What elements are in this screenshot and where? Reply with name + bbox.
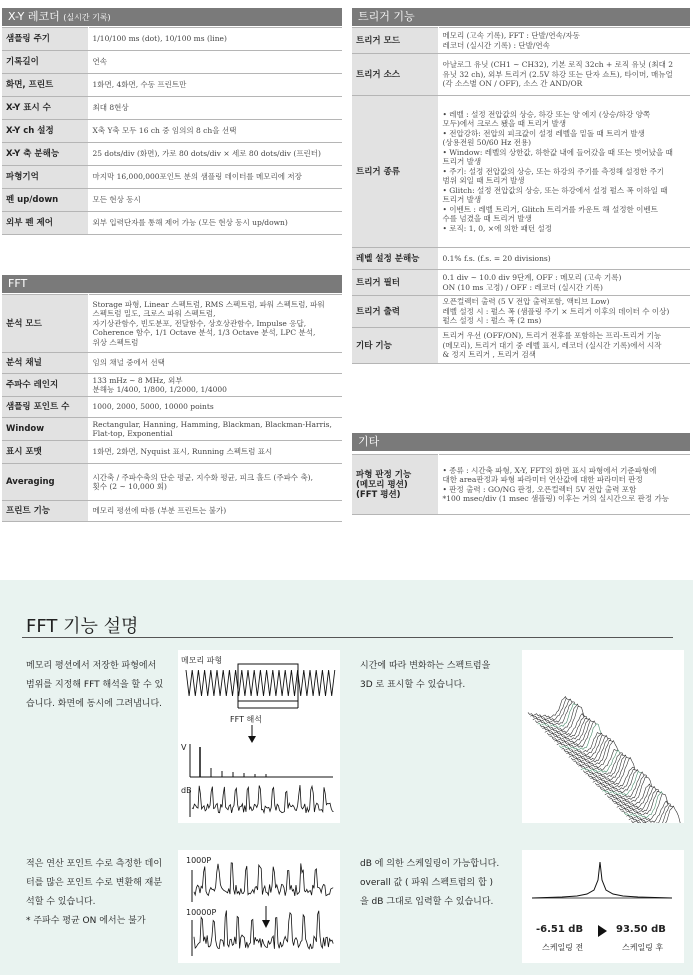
- spec-value: 메모리 (고속 기록), FFT : 단발/연속/자동 레코더 (실시간 기록) : 단발/연속: [438, 28, 690, 54]
- spec-value: • 레벨 : 설정 전압값의 상승, 하강 또는 양 에지 (상승/하강 양쪽 모두)에서 크로스 됐을 때 트리거 발생 • 전압강하: 전압의 피크값이 설정 레벨을 밑돌 때 트리거 발생 (상용전원 50/60 Hz 전용) • Window: 레벨의 상한값, 하한값 내에 들어갔을 때 또는 벗어났을 때 트리거 발생 • 주기: 설정 전압값의 상승, 또는 하강의 주기를 측정해 설정한 주기 범위 외일 때 트리거 발생 • Glitch: 설정 전압값의 상승, 또는 하강에서 설정 펄스 폭 이하일 때 트리거 발생 • 이벤트 : 레벨 트리거, Glitch 트리거를 카운트 해 설정한 이벤트 수를 넘겼을 때 트리거 발생 • 로직: 1, 0, ×에 의한 패턴 설정: [438, 96, 690, 248]
- memory-waveform-label: 메모리 파형: [181, 656, 223, 665]
- points-10000-label: 10000P: [186, 908, 217, 917]
- spec-key: 외부 펜 제어: [2, 212, 88, 235]
- fft-section-header: [2, 275, 342, 293]
- spec-row: [2, 74, 342, 97]
- spec-row: [2, 441, 342, 464]
- spec-value: 1화면, 4화면, 수동 프린트만: [88, 74, 342, 97]
- spec-key: Averaging: [2, 464, 88, 501]
- spec-key: 펜 up/down: [2, 189, 88, 212]
- spec-key: 화면, 프린트: [2, 74, 88, 97]
- spec-row: [352, 270, 690, 296]
- xy-section-title: X-Y 레코더: [8, 10, 60, 23]
- db-after-label: 스케일링 후: [622, 943, 664, 952]
- spec-key: 기타 기능: [352, 328, 438, 364]
- spec-row: [2, 120, 342, 143]
- point-conversion-figure: [178, 850, 340, 963]
- spec-key: 샘플링 주기: [2, 28, 88, 51]
- spec-key: 트리거 종류: [352, 96, 438, 248]
- trigger-spec-table: [352, 27, 690, 364]
- spec-row: [2, 374, 342, 397]
- spec-value: 연속: [88, 51, 342, 74]
- spec-value: 마지막 16,000,000포인트 분의 샘플링 데이터를 메모리에 저장: [88, 166, 342, 189]
- db-before-value: -6.51 dB: [536, 924, 584, 935]
- spec-key: 레벨 설정 분해능: [352, 248, 438, 270]
- desc-3d-spectrum: 시간에 따라 변화하는 스펙트럼을 3D 로 표시할 수 있습니다.: [360, 661, 491, 690]
- spec-row: [352, 96, 690, 248]
- spec-key: 트리거 필터: [352, 270, 438, 296]
- spec-key: 분석 채널: [2, 353, 88, 374]
- spec-value: 최대 8현상: [88, 97, 342, 120]
- spec-key: X-Y ch 설정: [2, 120, 88, 143]
- spec-value: 1/10/100 ms (dot), 10/100 ms (line): [88, 28, 342, 51]
- spec-value: 모든 현상 동시: [88, 189, 342, 212]
- spec-key: 기록길이: [2, 51, 88, 74]
- memory-waveform-panel: [178, 650, 340, 823]
- spectrum-3d-figure: [522, 650, 684, 823]
- spec-row: [2, 143, 342, 166]
- spec-row: [352, 296, 690, 328]
- spec-value: 시간축 / 주파수축의 단순 평균, 지수화 평균, 피크 홀드 (주파수 축), 횟수 (2 ~ 10,000 회): [88, 464, 342, 501]
- spec-value: 0.1% f.s. (f.s. = 20 divisions): [438, 248, 690, 270]
- fft-section-title: FFT: [8, 277, 28, 290]
- spec-key: 프린트 기능: [2, 501, 88, 522]
- spec-key: 표시 포맷: [2, 441, 88, 464]
- point-conversion-panel: [178, 850, 340, 963]
- spec-row: [2, 418, 342, 441]
- spec-value: 25 dots/div (화면), 가로 80 dots/div × 세로 80 dots/div (프린터): [88, 143, 342, 166]
- spec-row: [352, 54, 690, 96]
- spec-value: • 종류 : 시간축 파형, X-Y, FFT의 화면 표시 파형에서 기준파형에 대한 area판정과 파형 파라미터 연산값에 대한 파라미터 판정 • 판정 출력 : GO/NG 판정, 오픈컬렉터 5V 전압 출력 포함 *100 msec/div (1 msec 샘플링) 이후는 거의 실시간으로 판정 가능: [438, 455, 690, 515]
- spec-row: [2, 28, 342, 51]
- spec-value: 오픈컬렉터 출력 (5 V 전압 출력포함, 액티브 Low) 레벨 설정 시 : 펄스 폭 (샘플링 주기 × 트리거 이후의 데이터 수 이상) 펄스 설정 시 : 펄스 폭 (2 ms): [438, 296, 690, 328]
- desc-db-scaling: dB 에 의한 스케일링이 가능합니다. overall 값 ( 파워 스펙트럼의 합 ) 을 dB 그대로 입력할 수 있습니다.: [360, 859, 500, 907]
- spec-key: X-Y 표시 수: [2, 97, 88, 120]
- xy-section-subtitle: (실시간 기록): [63, 13, 111, 22]
- spec-key: 트리거 출력: [352, 296, 438, 328]
- fft-analysis-label: FFT 해석: [230, 715, 262, 724]
- desc-waveform-range: 메모리 평션에서 저장한 파형에서 범위를 지정해 FFT 해석을 할 수 있 습니다. 화면에 동시에 그려냅니다.: [26, 661, 164, 709]
- spec-key: 분석 모드: [2, 295, 88, 353]
- db-after-value: 93.50 dB: [616, 924, 666, 935]
- etc-spec-table: [352, 454, 690, 515]
- xy-section-header: [2, 8, 342, 26]
- spec-key: 샘플링 포인트 수: [2, 397, 88, 418]
- spec-row: [352, 455, 690, 515]
- spec-row: [352, 28, 690, 54]
- db-axis-label: dB: [181, 786, 192, 795]
- spec-row: [2, 353, 342, 374]
- fft-description-title: FFT 기능 설명: [26, 616, 139, 637]
- spec-key: 트리거 모드: [352, 28, 438, 54]
- memory-waveform-figure: [178, 650, 340, 823]
- spec-value: 0.1 div ~ 10.0 div 9단계, OFF : 메모리 (고속 기록) ON (10 ms 고정) / OFF : 레코더 (실시간 기록): [438, 270, 690, 296]
- spec-key: Window: [2, 418, 88, 441]
- title-divider: [22, 637, 673, 638]
- db-scaling-panel: [522, 850, 684, 963]
- etc-section-title: 기타: [358, 435, 380, 448]
- spec-row: [2, 295, 342, 353]
- spec-value: 외부 입력단자를 통해 제어 가능 (모든 현상 동시 up/down): [88, 212, 342, 235]
- desc-point-conversion: 적은 연산 포인트 수로 측정한 데이 터를 많은 포인트 수로 변환해 재분 석할 수 있습니다. * 주파수 평균 ON 에서는 불가: [26, 859, 163, 926]
- spec-value: X축 Y축 모두 16 ch 중 임의의 8 ch을 선택: [88, 120, 342, 143]
- db-before-label: 스케일링 전: [542, 943, 584, 952]
- fft-spec-table: [2, 294, 342, 522]
- v-axis-label: V: [181, 743, 187, 752]
- spec-row: [2, 501, 342, 522]
- spec-row: [352, 328, 690, 364]
- spec-value: Storage 파형, Linear 스펙트럼, RMS 스펙트럼, 파워 스펙트럼, 파워 스펙트럼 밀도, 크로스 파워 스펙트럼, 자기상관함수, 빈도분포, 전달함수, 상호상관함수, Impulse 응답, Coherence 함수, 1/1 Octave 분석, 1/3 Octave 분석, LPC 분석, 위상 스펙트럼: [88, 295, 342, 353]
- spec-key: X-Y 축 분해능: [2, 143, 88, 166]
- spec-value: 133 mHz ~ 8 MHz, 외부 분해능 1/400, 1/800, 1/2000, 1/4000: [88, 374, 342, 397]
- spec-row: [2, 464, 342, 501]
- spec-key: 트리거 소스: [352, 54, 438, 96]
- trigger-section-title: 트리거 기능: [358, 10, 415, 23]
- spec-value: 1000, 2000, 5000, 10000 points: [88, 397, 342, 418]
- spec-key: 파형 판정 기능 (메모리 평션) (FFT 평션): [352, 455, 438, 515]
- spec-value: 임의 채널 중에서 선택: [88, 353, 342, 374]
- spec-row: [2, 397, 342, 418]
- spec-row: [2, 97, 342, 120]
- spec-value: 1화면, 2화면, Nyquist 표시, Running 스펙트럼 표시: [88, 441, 342, 464]
- spec-row: [2, 166, 342, 189]
- etc-section-header: [352, 433, 690, 451]
- spectrum-3d-panel: [522, 650, 684, 823]
- trigger-section-header: [352, 8, 690, 26]
- points-1000-label: 1000P: [186, 856, 212, 865]
- spec-row: [2, 189, 342, 212]
- spec-value: 트리거 우선 (OFF/ON), 트리거 전후를 포함하는 프리-트리거 기능 (메모리), 트리거 대기 중 레벨 표시, 레코더 (실시간 기록)에서 시작 & 정지 트리거 , 트리거 검색: [438, 328, 690, 364]
- xy-spec-table: [2, 27, 342, 235]
- spec-key: 주파수 레인지: [2, 374, 88, 397]
- spec-value: Rectangular, Hanning, Hamming, Blackman, Blackman-Harris, Flat-top, Exponential: [88, 418, 342, 441]
- spec-key: 파형기억: [2, 166, 88, 189]
- spec-row: [2, 51, 342, 74]
- spec-value: 메모리 평션에 따름 (부분 프린트는 불가): [88, 501, 342, 522]
- spec-value: 아날로그 유닛 (CH1 ~ CH32), 기본 로직 32ch + 로직 유닛 (최대 2 유닛 32 ch), 외부 트리거 (2.5V 하강 또는 단자 쇼트), 타이머, 매뉴얼 (각 소스별 ON / OFF), 소스 간 AND/OR: [438, 54, 690, 96]
- spec-row: [352, 248, 690, 270]
- spec-row: [2, 212, 342, 235]
